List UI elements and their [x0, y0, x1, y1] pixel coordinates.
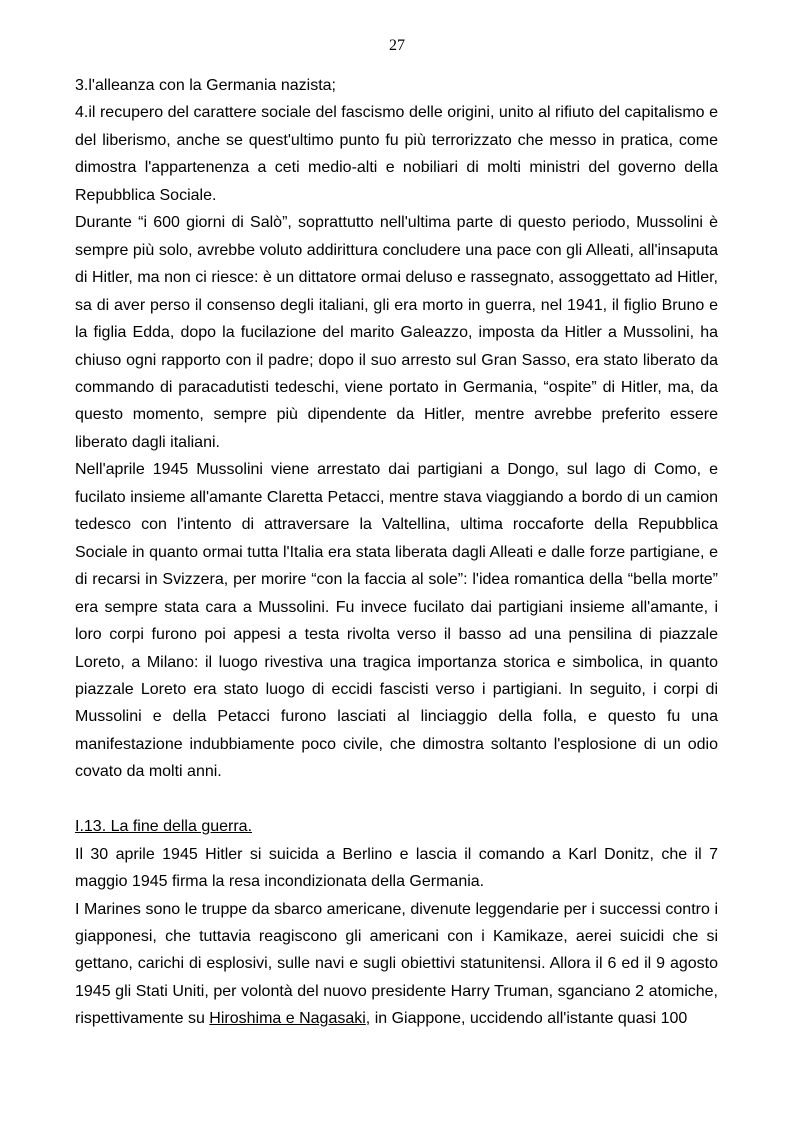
paragraph-list-item-4: 4.il recupero del carattere sociale del fascismo delle origini, unito al rifiuto del capitalismo e del liberismo, anche se quest'ultimo punto fu più terrorizzato che messo in pratica, come dimostra l'appartenenza a ceti medio-alti e nobiliari di molti ministri del governo della Repubblica Sociale.	[75, 104, 718, 204]
paragraph-list-item-3: 3.l'alleanza con la Germania nazista;	[75, 77, 336, 94]
blank-line	[75, 786, 718, 813]
paragraph-hitler-suicide: Il 30 aprile 1945 Hitler si suicida a Berlino e lascia il comando a Karl Donitz, che il 7 maggio 1945 firma la resa incondizionata della Germania.	[75, 845, 718, 891]
paragraph-mussolini-death: Nell'aprile 1945 Mussolini viene arrestato dai partigiani a Dongo, sul lago di Como, e fucilato insieme all'amante Claretta Petacci, mentre stava viaggiando a bordo di un camion tedesco con l'intento di attraversare la Valtellina, ultima roccaforte della Repubblica Sociale in quanto ormai tutta l'Italia era stata liberata dagli Alleati e dalle forze partigiane, e di recarsi in Svizzera, per morire “con la faccia al sole”: l'idea romantica della “bella morte” era sempre stata cara a Mussolini. Fu invece fucilato dai partigiani insieme all'amante, i loro corpi furono poi appesi a testa rivolta verso il basso ad una pensilina di piazzale Loreto, a Milano: il luogo rivestiva una tragica importanza storica e simbolica, in quanto piazzale Loreto era stato luogo di eccidi fascisti verso i partigiani. In seguito, i corpi di Mussolini e della Petacci furono lasciati al linciaggio della folla, e questo fu una manifestazione indubbiamente poco civile, che dimostra soltanto l'esplosione di un odio covato da molti anni.	[75, 461, 718, 781]
body-text	[75, 72, 718, 1033]
paragraph-marines-text-end: , in Giappone, uccidendo all'istante quasi 100	[365, 1010, 688, 1028]
paragraph-marines	[75, 896, 718, 1033]
paragraph-marines-text: I Marines sono le truppe da sbarco americane, divenute leggendarie per i successi contro i giapponesi, che tuttavia reagiscono gli americani con i Kamikaze, aerei suicidi che si gettano, carichi di esplosivi, sulle navi e sugli obiettivi statunitensi. Allora il 6 ed il 9 agosto 1945 gli Stati Uniti, per volontà del nuovo presidente Harry Truman, sganciano 2 atomiche, rispettivamente su	[75, 900, 718, 1028]
page-number: 27	[389, 37, 405, 54]
hiroshima-nagasaki-link[interactable]: Hiroshima e Nagasaki	[209, 1010, 366, 1028]
section-heading: I.13. La fine della guerra.	[75, 818, 253, 836]
paragraph-salo: Durante “i 600 giorni di Salò”, soprattutto nell'ultima parte di questo periodo, Mussolini è sempre più solo, avrebbe voluto addirittura concludere una pace con gli Alleati, all'insaputa di Hitler, ma non ci riesce: è un dittatore ormai deluso e rassegnato, assoggettato ad Hitler, sa di aver perso il consenso degli italiani, gli era morto in guerra, nel 1941, il figlio Bruno e la figlia Edda, dopo la fucilazione del marito Galeazzo, imposta da Hitler a Mussolini, ha chiuso ogni rapporto con il padre; dopo il suo arresto sul Gran Sasso, era stato liberato da commando di paracadutisti tedeschi, viene portato in Germania, “ospite” di Hitler, ma, da questo momento, sempre più dipendente da Hitler, mentre avrebbe preferito essere liberato dagli italiani.	[75, 214, 718, 451]
